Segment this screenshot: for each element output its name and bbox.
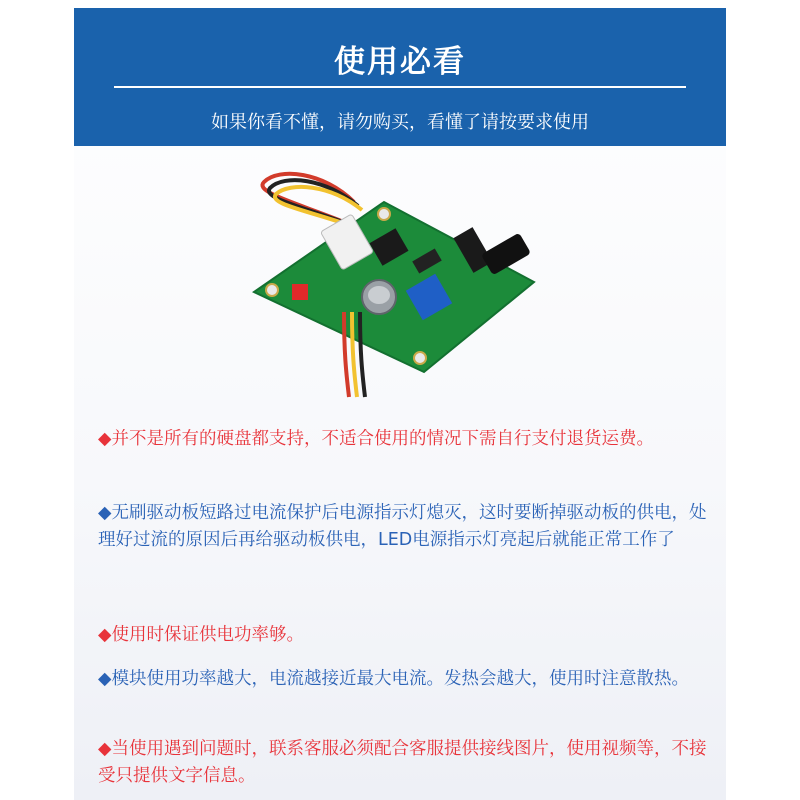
diamond-bullet-icon: ◆: [98, 625, 112, 645]
note-2: [98, 500, 708, 554]
notice-banner: [74, 8, 726, 146]
note-3-text: 使用时保证供电功率够。: [111, 625, 304, 645]
diamond-bullet-icon: ◆: [98, 739, 112, 759]
note-2-text: 无刷驱动板短路过电流保护后电源指示灯熄灭，这时要断掉驱动板的供电，处理好过流的原因后再给驱动板供电，LED电源指示灯亮起后就能正常工作了: [98, 503, 707, 550]
banner-subtitle: 如果你看不懂，请勿购买，看懂了请按要求使用: [211, 112, 589, 133]
note-1: [98, 426, 708, 453]
note-5-text: 当使用遇到问题时，联系客服必须配合客服提供接线图片，使用视频等，不接受只提供文字信息。: [98, 739, 707, 786]
diamond-bullet-icon: ◆: [98, 429, 112, 449]
diamond-bullet-icon: ◆: [98, 669, 112, 689]
note-5: [98, 736, 708, 790]
product-detail-page: [74, 0, 726, 800]
motor-driver-board-photo: [234, 162, 574, 402]
banner-title: 使用必看: [334, 44, 466, 80]
note-4-text: 模块使用功率越大，电流越接近最大电流。发热会越大，使用时注意散热。: [111, 669, 689, 689]
note-3: [98, 622, 708, 649]
banner-divider: [114, 86, 686, 88]
note-1-text: 并不是所有的硬盘都支持，不适合使用的情况下需自行支付退货运费。: [111, 429, 654, 449]
note-4: [98, 666, 708, 693]
diamond-bullet-icon: ◆: [98, 503, 112, 523]
